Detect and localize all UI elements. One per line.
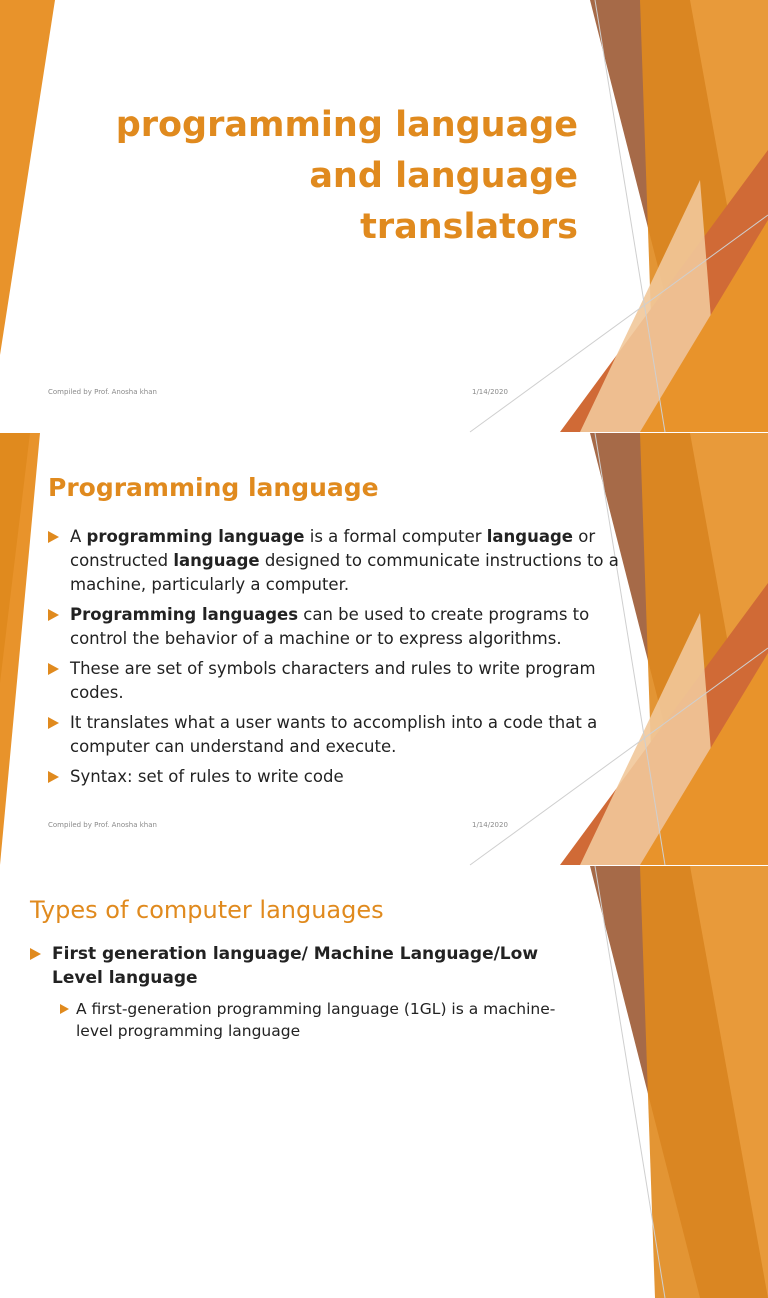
- sub-bullet-item: A first-generation programming language (1GL) is a machine-level programming language: [60, 998, 590, 1042]
- bullet-arrow-icon: [60, 1004, 69, 1014]
- bullet-arrow-icon: [48, 609, 59, 621]
- slide-heading: Programming language: [48, 473, 379, 502]
- slide-programming-language: [0, 433, 768, 865]
- bullet-list: [30, 942, 590, 1042]
- bullet-item: First generation language/ Machine Language/Low Level language: [30, 942, 590, 990]
- footer-author: Compiled by Prof. Anosha khan: [48, 388, 157, 396]
- bullet-item: Programming languages can be used to create programs to control the behavior of a machine or to express algorithms.: [48, 603, 638, 651]
- bullet-item: These are set of symbols characters and rules to write program codes.: [48, 657, 638, 705]
- bullet-arrow-icon: [48, 717, 59, 729]
- bullet-arrow-icon: [48, 531, 59, 543]
- bullet-arrow-icon: [48, 771, 59, 783]
- slide-decoration: [0, 866, 768, 1298]
- bullet-list: [48, 525, 638, 795]
- bullet-item: Syntax: set of rules to write code: [48, 765, 638, 789]
- bullet-arrow-icon: [30, 948, 41, 960]
- bullet-item: A programming language is a formal computer language or constructed language designed to communicate instructions to a machine, particularly a computer.: [48, 525, 638, 597]
- slide-title: [0, 0, 768, 432]
- slide-heading: Types of computer languages: [30, 896, 384, 924]
- slide-title-text: programming language and language translators: [115, 105, 578, 247]
- bullet-arrow-icon: [48, 663, 59, 675]
- bullet-item: It translates what a user wants to accomplish into a code that a computer can understand and execute.: [48, 711, 638, 759]
- footer-date: 1/14/2020: [472, 821, 508, 829]
- slide-types-of-languages: [0, 866, 768, 1040]
- footer-author: Compiled by Prof. Anosha khan: [48, 821, 157, 829]
- footer-date: 1/14/2020: [472, 388, 508, 396]
